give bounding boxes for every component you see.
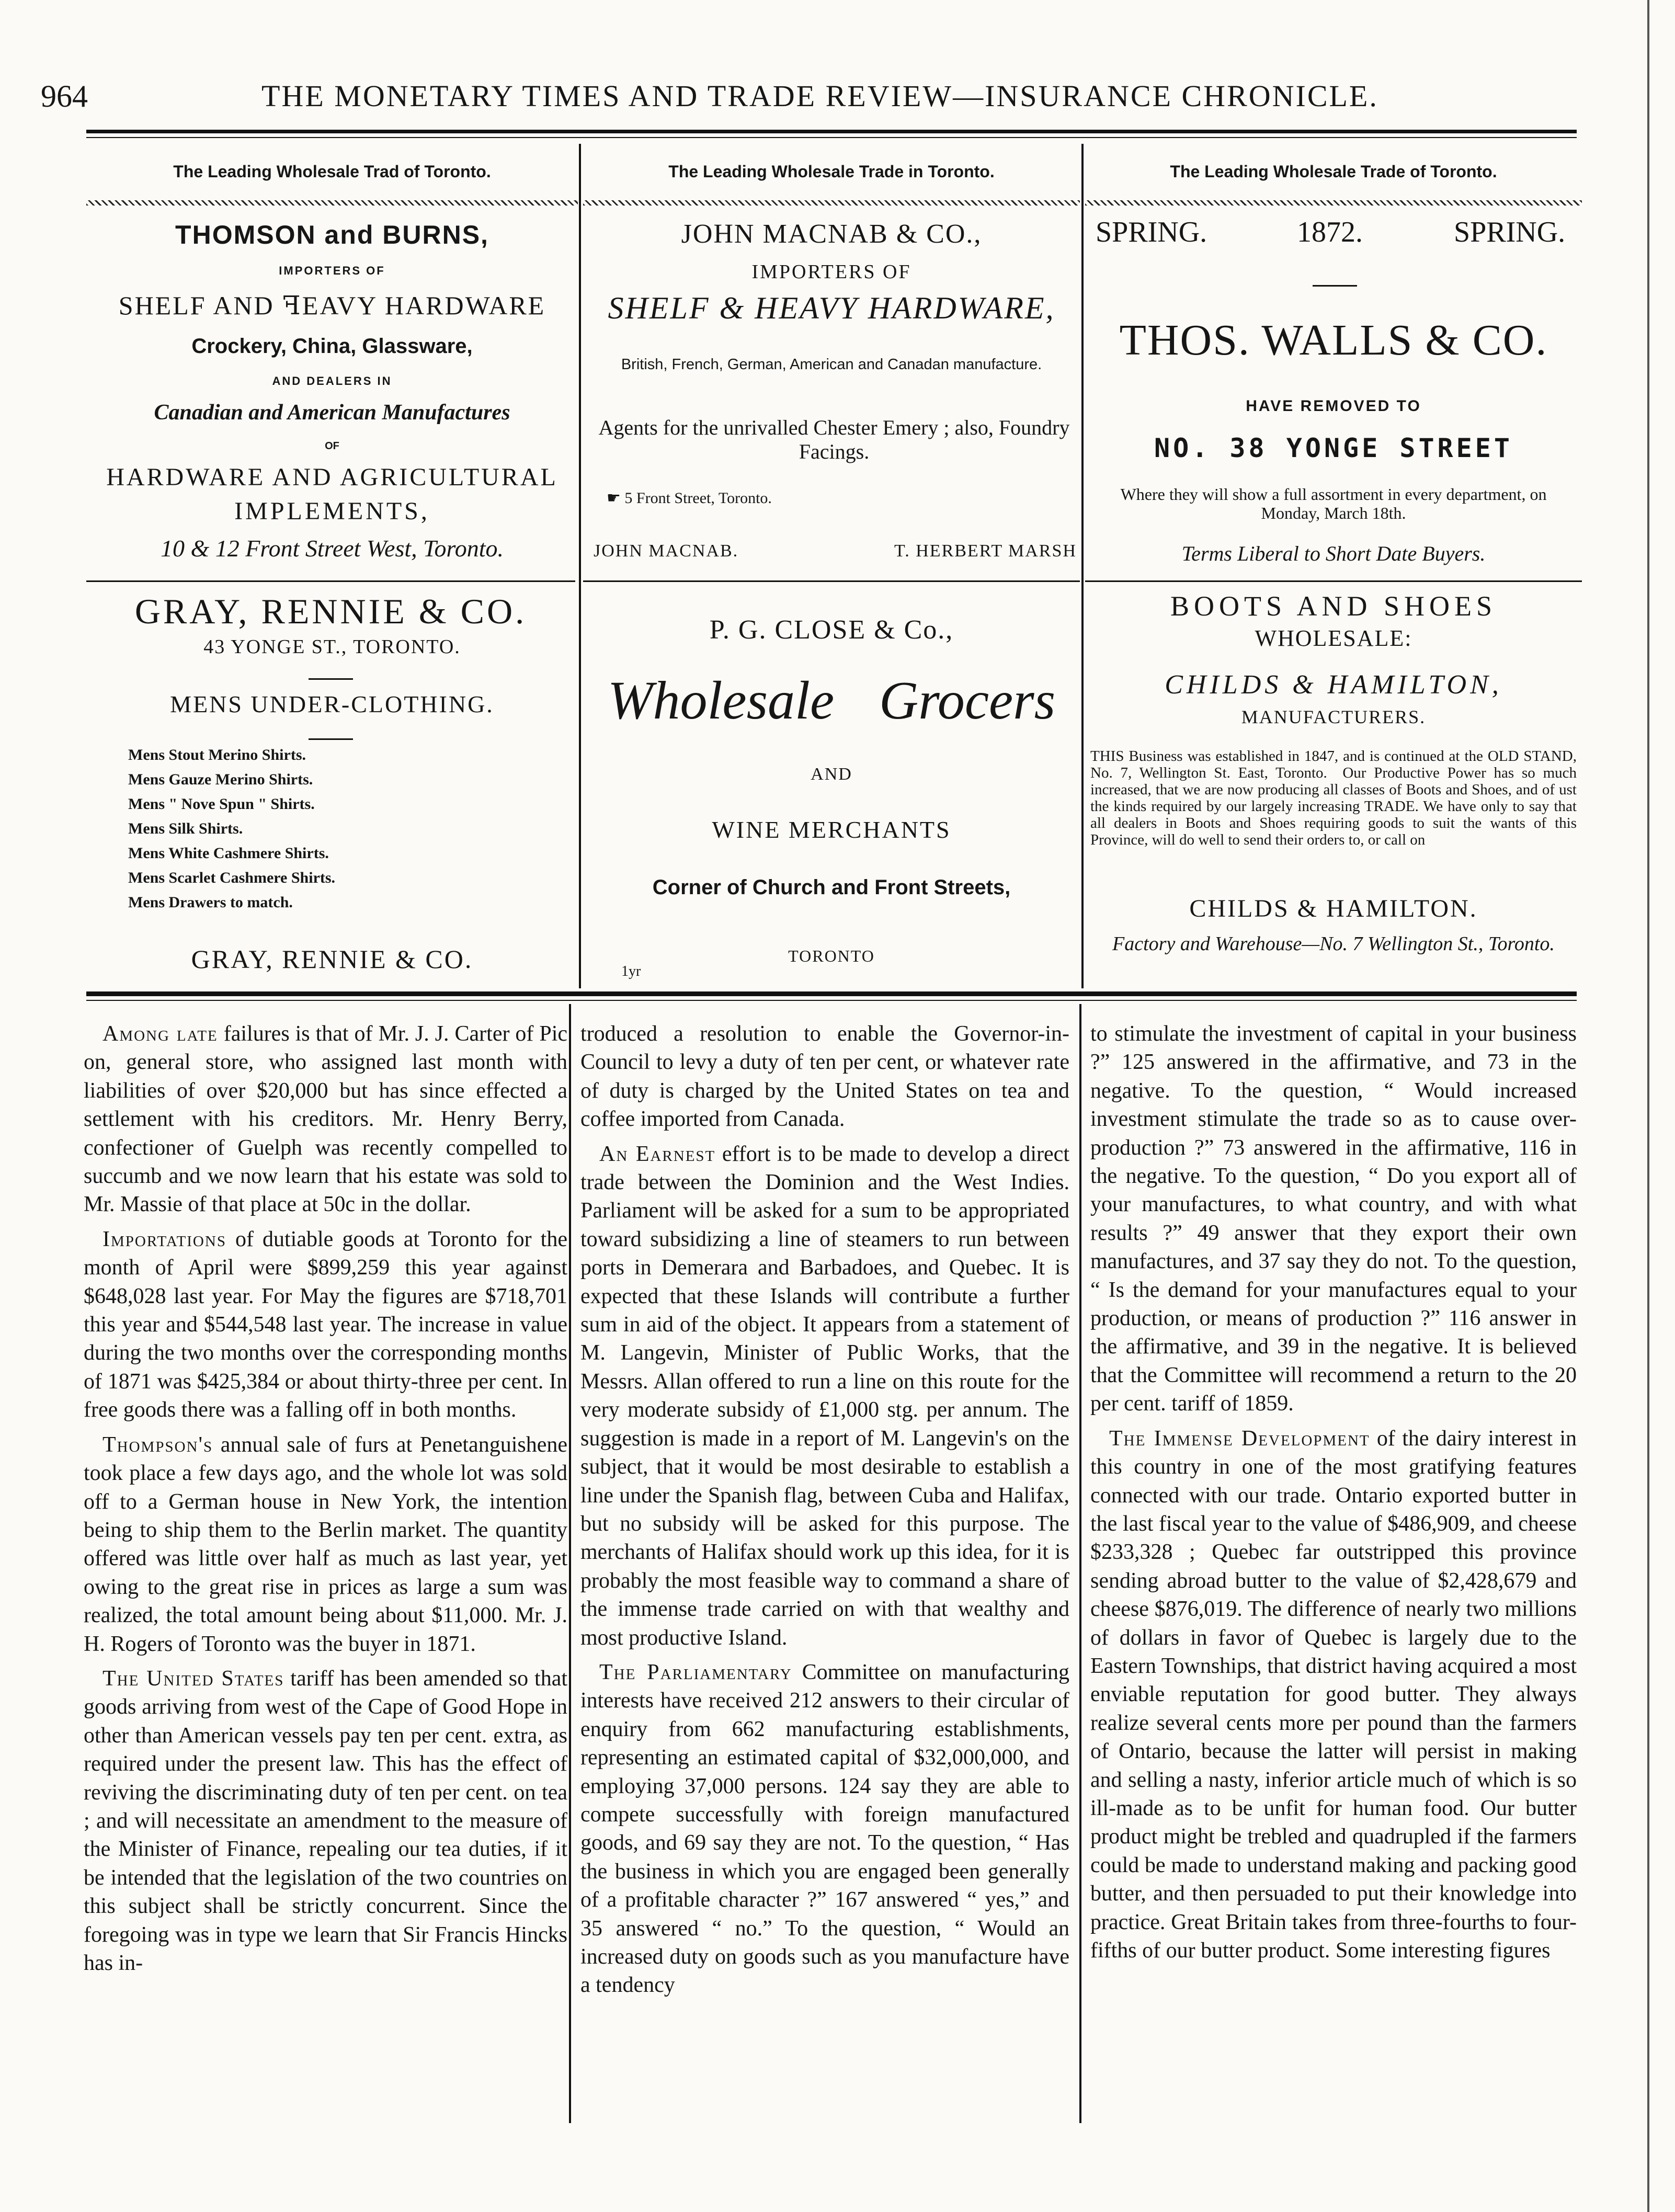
partner-name: JOHN MACNAB. — [594, 541, 739, 561]
list-item: Mens " Nove Spun " Shirts. — [128, 795, 315, 813]
article-lead: An Earnest — [599, 1142, 716, 1166]
ad-divider — [1085, 580, 1582, 582]
season-label: SPRING. — [1454, 216, 1566, 248]
article-paragraph: troduced a resolution to enable the Governor-in-Council to levy a duty of ten per cent, or whatever rate of duty is charged by the United States on tea and coffee imported from Canada. — [580, 1022, 1069, 1132]
column-divider — [579, 144, 581, 988]
ornamental-rule — [1085, 200, 1582, 206]
column-divider — [1081, 144, 1084, 988]
list-item: Mens White Cashmere Shirts. — [128, 845, 329, 862]
ad-line: British, French, German, American and Canadan manufacture. — [621, 356, 1042, 373]
season-label: SPRING. — [1096, 216, 1207, 248]
ad-line: SHELF & HEAVY HARDWARE, — [608, 291, 1055, 325]
header-rule-thick — [86, 130, 1577, 133]
ad-address: Factory and Warehouse—No. 7 Wellington St., Toronto. — [1112, 933, 1555, 955]
article-lead: The Immense Development — [1109, 1426, 1370, 1451]
ad-address: 43 YONGE ST., TORONTO. — [203, 636, 461, 658]
article-paragraph: Among late failures is that of Mr. J. J. Carter of Pic on, general store, who assigned last month with liabilities of over $20,000 but has since effected a settlement with his creditors. Mr. Henry Berry, confectioner of Guelph was recently compelled to succumb and we now learn that his estate was sold to Mr. Massie of that place at 50c in the dollar. — [84, 1022, 567, 1217]
list-item: Mens Gauze Merino Shirts. — [128, 771, 313, 788]
ad-line: Canadian and American Manufactures — [154, 401, 510, 425]
ad-line: Where they will show a full assortment in every department, on Monday, March 18th. — [1120, 485, 1547, 522]
article-lead: Importations — [102, 1227, 226, 1251]
advertiser-name: P. G. CLOSE & Co., — [709, 615, 954, 645]
ad-subheading: WHOLESALE: — [1255, 625, 1412, 651]
section-header: The Leading Wholesale Trade in Toronto. — [668, 162, 995, 181]
ornamental-rule — [583, 200, 1080, 206]
ad-footer: CHILDS & HAMILTON. — [1189, 895, 1478, 922]
ad-heading: BOOTS AND SHOES — [1170, 590, 1497, 622]
ad-line: OF — [325, 440, 339, 452]
ad-footer: GRAY, RENNIE & CO. — [191, 944, 473, 974]
ad-line: WINE MERCHANTS — [712, 816, 951, 843]
article-lead: Thompson's — [102, 1432, 213, 1457]
advertiser-name: THOS. WALLS & CO. — [1119, 316, 1548, 364]
ad-code: 1yr — [621, 963, 641, 979]
ad-line: HAVE REMOVED TO — [1246, 397, 1421, 415]
page-number: 964 — [41, 79, 88, 113]
ad-line: IMPORTERS OF — [279, 264, 385, 277]
partner-name: T. HERBERT MARSH — [894, 541, 1077, 561]
ad-line: AND DEALERS IN — [272, 374, 392, 387]
list-item: Mens Silk Shirts. — [128, 820, 243, 837]
article-paragraph: An Earnest effort is to be made to develop a direct trade between the Dominion and the West Indies. Parliament will be asked for a sum to be appropriated toward subsidizing a line of steamers to run between ports in Demerara and Barbadoes, and Quebec. It is expected that these Islands will contribute a further sum in aid of the object. It appears from a statement of M. Langevin, Minister of Public Works, that the Messrs. Allan offered to run a line on this route for the very moderate subsidy of £1,000 stg. per annum. The suggestion is made in a report of M. Langevin's on the subject, that it would be most desirable to establish a line under the Spanish flag, between Cuba and Halifax, but no subsidy will be asked for this purpose. The merchants of Halifax should work up this idea, for it is probably the most feasible way to command a share of the immense trade carried on with that wealthy and most productive Island. — [580, 1142, 1069, 1650]
article-paragraph: The Parliamentary Committee on manufacturing interests have received 212 answers to their circular of enquiry from 662 manufacturing establishments, representing an estimated capital of $32,000,000, and employing 37,000 persons. 124 say they are able to compete successfully with foreign manufactured goods, and 69 say they are not. To the question, “ Has the business in which you are engaged been generally of a profitable character ?” 167 answered “ yes,” and 35 answered “ no.” To the question, “ Would an increased duty on goods such as you manufacture have a tendency — [580, 1660, 1070, 1998]
ad-line: NO. 38 YONGE STREET — [1154, 433, 1513, 463]
section-header: The Leading Wholesale Trade of Toronto. — [1170, 162, 1497, 181]
ad-address: ☛ 5 Front Street, Toronto. — [607, 489, 772, 507]
product-list — [128, 743, 546, 915]
short-rule — [1313, 285, 1357, 287]
ad-line: MANUFACTURERS. — [1241, 706, 1426, 727]
article-column-1 — [84, 1020, 567, 1977]
ad-line: IMPLEMENTS, — [234, 497, 430, 525]
list-item: Mens Drawers to match. — [128, 894, 293, 911]
ad-line: IMPORTERS OF — [751, 261, 911, 283]
header-rule-thin — [86, 137, 1577, 138]
ad-line: Wholesale Grocers — [607, 670, 1056, 731]
article-lead: Among late — [102, 1022, 218, 1046]
article-column-2 — [580, 1020, 1069, 2000]
column-divider — [1079, 1004, 1081, 2123]
section-header: The Leading Wholesale Trad of Toronto. — [173, 162, 491, 181]
article-paragraph: Thompson's annual sale of furs at Penetanguishene took place a few days ago, and the whole lot was sold off to a German house in New York, the intention being to ship them to the Berlin market. The quantity offered was little over half as much as last year, yet owing to the great rise in prices as large a sum was realized, the total amount being about $11,000. Mr. J. H. Rogers of Toronto was the buyer in 1871. — [84, 1432, 567, 1656]
article-column-3 — [1090, 1020, 1577, 1965]
ad-line: Agents for the unrivalled Chester Emery ; also, Foundry Facings. — [598, 416, 1070, 463]
section-rule-thin — [86, 1000, 1577, 1001]
page-edge — [1647, 0, 1649, 2212]
list-item: Mens Stout Merino Shirts. — [128, 746, 306, 763]
section-rule-thick — [86, 991, 1577, 996]
pointing-hand-icon: ☛ — [607, 489, 621, 507]
ad-line: SHELF AND ꟻEAVY HARDWARE — [118, 291, 546, 320]
ad-line: TORONTO — [788, 947, 875, 965]
short-rule — [309, 738, 353, 740]
advertiser-name: JOHN MACNAB & CO., — [681, 219, 982, 249]
ad-address: 10 & 12 Front Street West, Toronto. — [161, 535, 504, 562]
list-item: Mens Scarlet Cashmere Shirts. — [128, 869, 336, 886]
short-rule — [309, 678, 353, 680]
ad-line: HARDWARE AND AGRICULTURAL — [106, 463, 558, 491]
ad-divider — [583, 580, 1080, 582]
article-paragraph: The United States tariff has been amended so that goods arriving from west of the Cape of Good Hope in other than American vessels pay ten per cent. extra, as required under the present law. This has the effect of reviving the discriminating duty of ten per cent. on tea ; and will necessitate an amendment to the measure of the Minister of Finance, repealing our tea duties, if it be intended that the legislation of the two countries on this subject shall be strictly concurrent. Since the foregoing was in type we learn that Sir Francis Hincks has in- — [84, 1666, 567, 1975]
column-divider — [569, 1004, 571, 2123]
ad-line: AND — [811, 765, 852, 784]
article-lead: The Parliamentary — [599, 1660, 792, 1684]
advertiser-name: GRAY, RENNIE & CO. — [134, 591, 527, 631]
ornamental-rule — [86, 200, 578, 206]
page-title: THE MONETARY TIMES AND TRADE REVIEW—INSURANCE CHRONICLE. — [261, 79, 1378, 113]
advertiser-name: CHILDS & HAMILTON, — [1165, 670, 1502, 700]
article-paragraph: Importations of dutiable goods at Toronto for the month of April were $899,259 this year against $648,028 last year. For May the figures are $718,701 this year and $544,548 last year. The increase in value during the two months over the corresponding months of 1871 was $425,384 or about thirty-three per cent. In free goods there was a falling off in both months. — [84, 1227, 567, 1422]
article-paragraph: The Immense Development of the dairy interest in this country in one of the most gratifying features connected with our trade. Ontario exported butter in the last fiscal year to the value of $486,909, and cheese $233,328 ; Quebec far outstripped this province sending abroad butter to the value of $2,428,679 and cheese $876,019. The difference of nearly two millions of dollars in favor of Quebec is largely due to the Eastern Townships, that district having acquired a most enviable reputation for good butter. They always realize several cents more per pound than the farmers of Ontario, because the latter will persist in making and selling a nasty, inferior article much of which is so ill-made as to be unfit for human food. Our butter product might be trebled and quadrupled if the farmers could be made to understand making and packing good butter, and then persuaded to put their knowledge into practice. Great Britain takes from three-fourths to four-fifths of our butter product. Some interesting figures — [1090, 1426, 1577, 1963]
ad-divider — [86, 580, 575, 582]
season-year: 1872. — [1297, 216, 1363, 248]
ad-line: Corner of Church and Front Streets, — [652, 876, 1011, 899]
ad-heading: MENS UNDER-CLOTHING. — [170, 691, 494, 717]
ad-line: Crockery, China, Glassware, — [191, 335, 473, 358]
article-paragraph: to stimulate the investment of capital in your business ?” 125 answered in the affirmative, and 73 in the negative. To the question, “ Would increased investment stimulate the trade so as to cause over-production ?” 73 answered in the affirmative, 116 in the negative. To the question, “ Do you export all of your manufactures, to what country, and with what results ?” 49 answer that they export their own manufactures, and 37 say they do not. To the question, “ Is the demand for your manufactures equal to your production, or means of production ?” 116 answer in the affirmative, and 39 in the negative. It is believed that the Committee will recommend a return to the 20 per cent. tariff of 1859. — [1090, 1022, 1577, 1416]
article-lead: The United States — [102, 1666, 284, 1691]
ad-line: Terms Liberal to Short Date Buyers. — [1181, 542, 1486, 565]
ad-body: THIS Business was established in 1847, and is continued at the OLD STAND, No. 7, Wellington St. East, Toronto. Our Productive Power has so much increased, that we are now producing all classes of Boots and Shoes, and of ust the kinds required by our largely increasing TRADE. We have only to say that all dealers in Boots and Shoes requiring goods to suit the wants of this Province, will do well to send their orders to, or call on — [1090, 748, 1577, 848]
advertiser-name: THOMSON and BURNS, — [175, 220, 489, 249]
